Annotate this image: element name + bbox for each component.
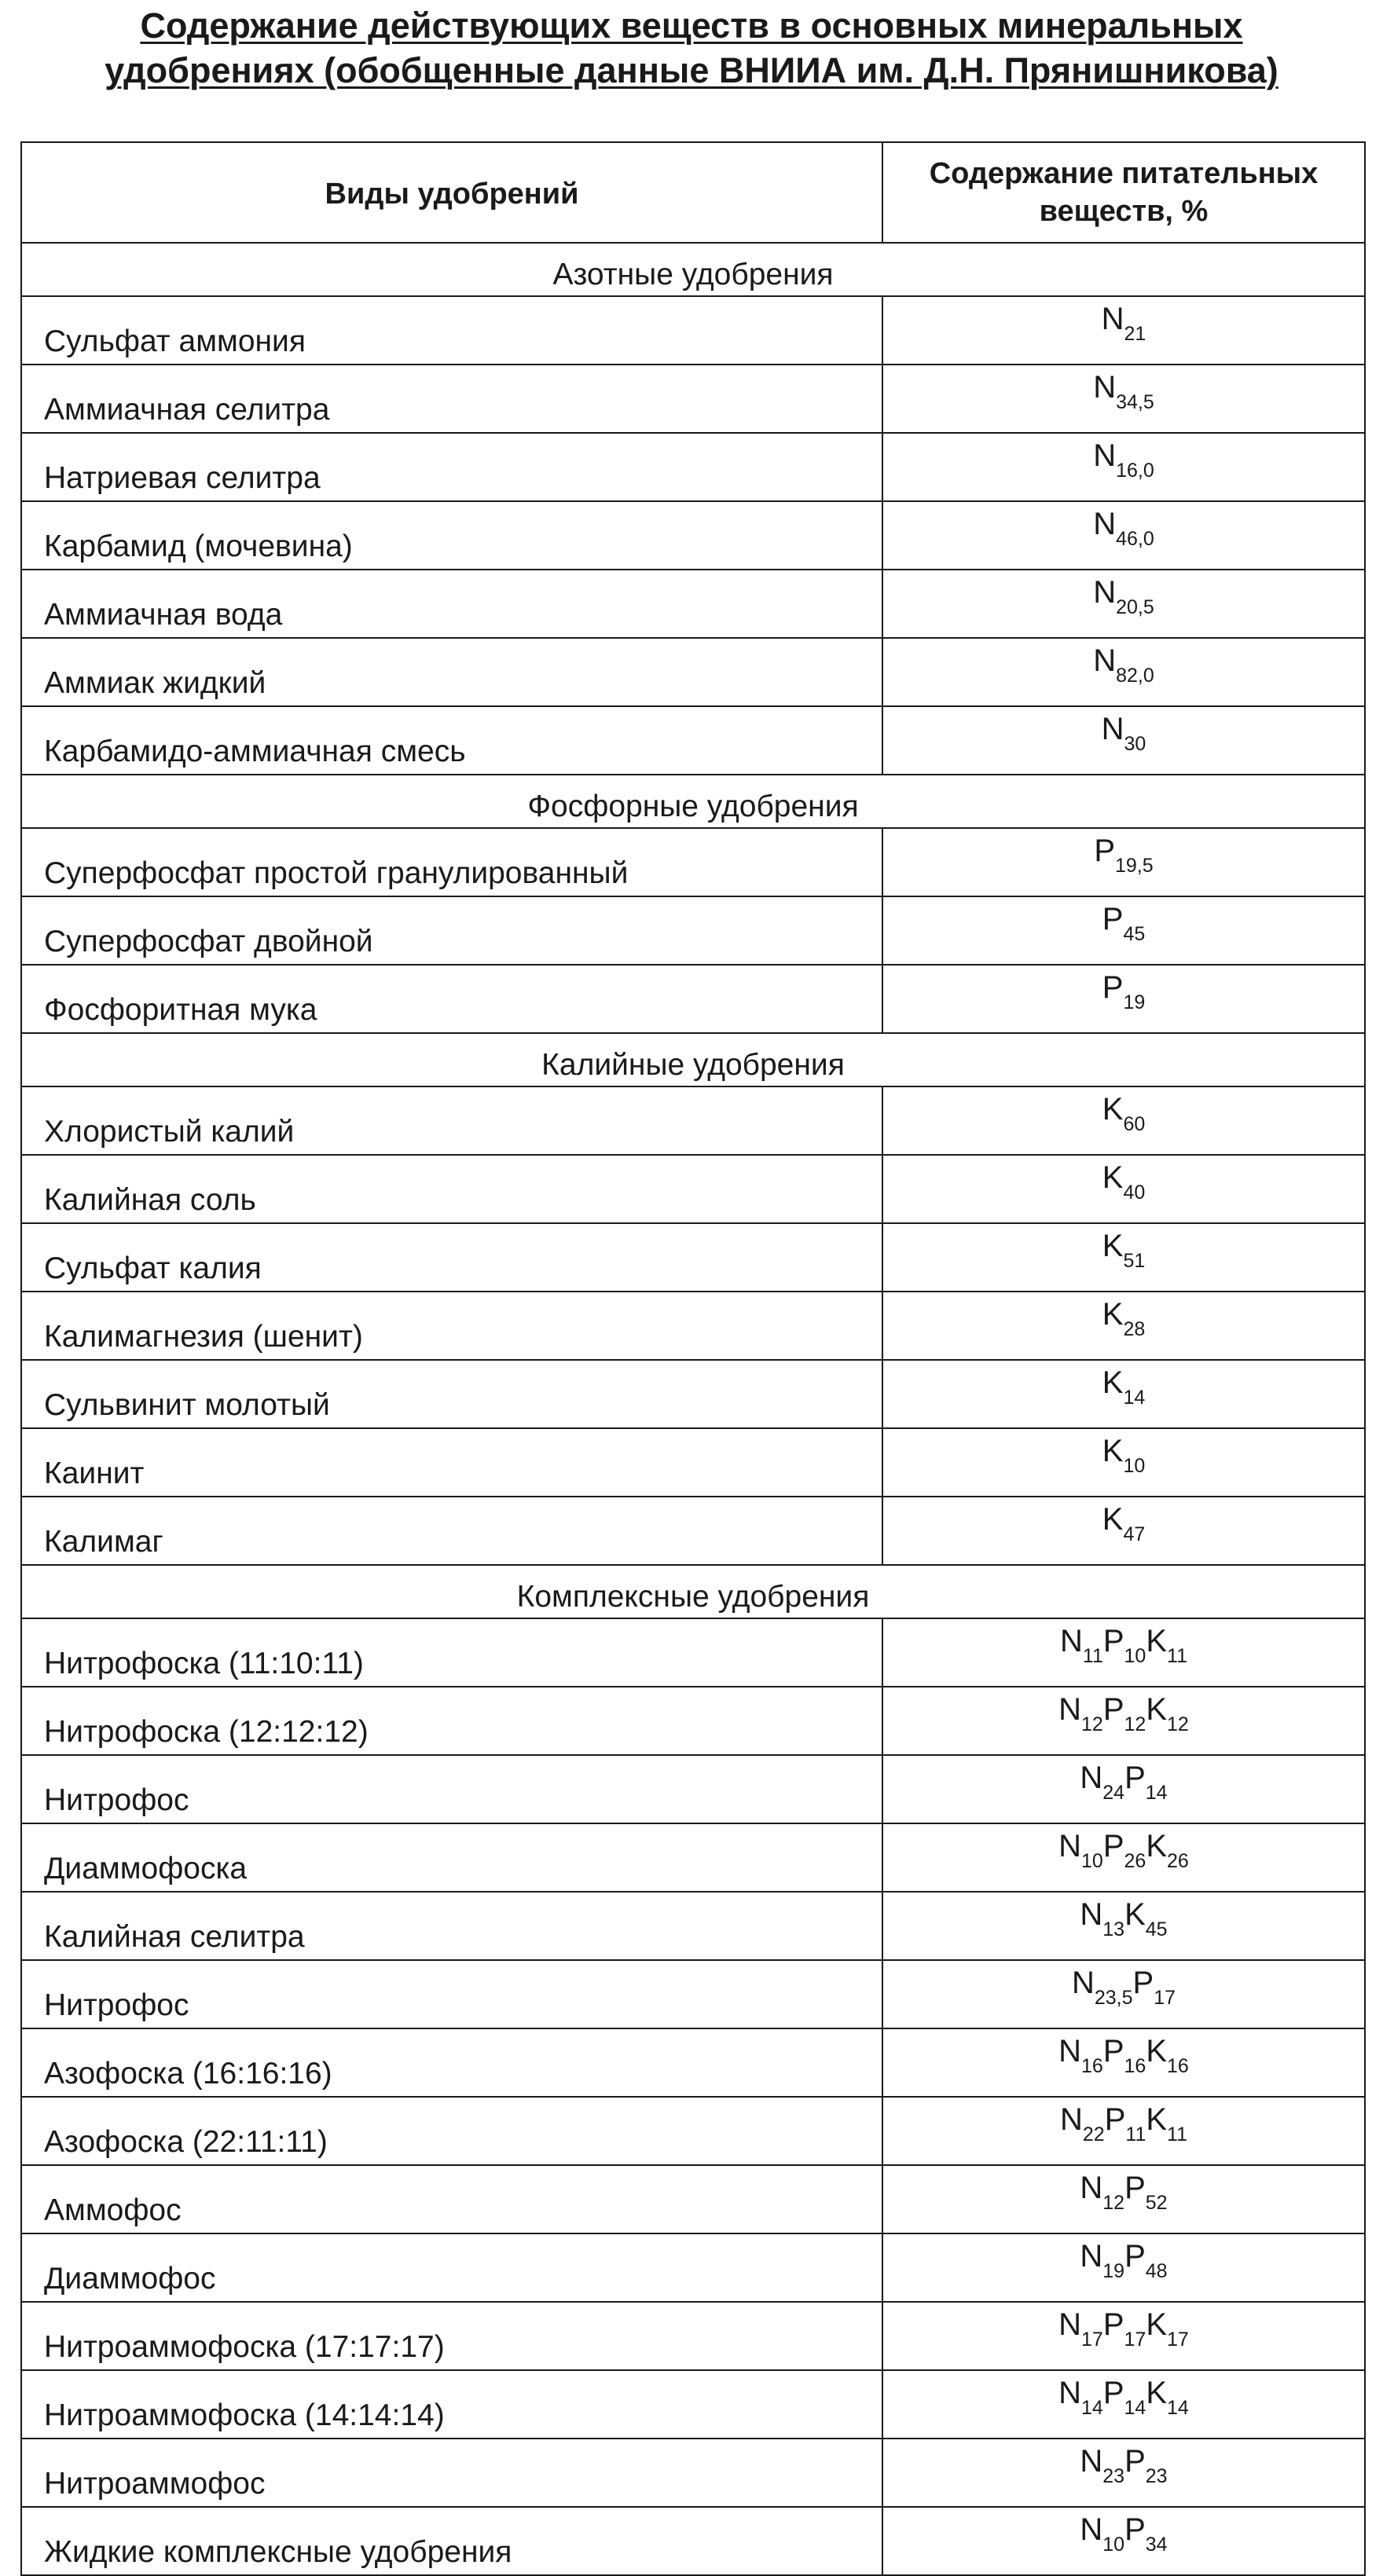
nutrient-element: P <box>1124 2512 1146 2547</box>
table-row <box>21 2302 1365 2370</box>
table-row <box>21 2439 1365 2507</box>
nutrient-percent: 17 <box>1167 2329 1189 2351</box>
nutrient-percent: 17 <box>1124 2329 1146 2351</box>
nutrient-percent: 23 <box>1145 2465 1168 2487</box>
nutrient-element: K <box>1146 1829 1168 1863</box>
nutrient-percent: 21 <box>1124 323 1146 345</box>
nutrient-content <box>882 1292 1365 1360</box>
section-title: Калийные удобрения <box>21 1033 1365 1086</box>
fertilizer-name: Калийная соль <box>21 1155 882 1223</box>
nutrient-element: K <box>1146 2376 1168 2410</box>
nutrient-percent: 26 <box>1124 1850 1146 1872</box>
nutrient-element: K <box>1102 1092 1124 1127</box>
nutrient-percent: 14 <box>1167 2397 1189 2419</box>
fertilizer-name: Аммиак жидкий <box>21 638 882 706</box>
fertilizer-name: Сульфат аммония <box>21 296 882 365</box>
nutrient-percent: 34,5 <box>1116 391 1154 413</box>
table-row <box>21 1618 1365 1687</box>
table-row <box>21 1497 1365 1565</box>
nutrient-element: N <box>1093 643 1117 678</box>
table-row <box>21 2028 1365 2097</box>
table-row <box>21 296 1365 365</box>
nutrient-content <box>882 2165 1365 2233</box>
nutrient-percent: 23,5 <box>1094 1987 1133 2009</box>
nutrient-percent: 13 <box>1102 1918 1125 1940</box>
nutrient-element: N <box>1101 302 1124 336</box>
fertilizer-name: Аммиачная селитра <box>21 365 882 433</box>
document-title-text: Содержание действующих веществ в основных минеральных удобрениях (обобщенные данные ВНИИА им. Д.Н. Прянишникова) <box>105 5 1278 90</box>
nutrient-element: K <box>1146 1624 1168 1658</box>
nutrient-element: N <box>1093 575 1117 610</box>
nutrient-content <box>882 1155 1365 1223</box>
table-row <box>21 1960 1365 2028</box>
nutrient-element: K <box>1102 1229 1124 1263</box>
nutrient-element: K <box>1102 1160 1124 1195</box>
fertilizer-name: Карбамидо-аммиачная смесь <box>21 706 882 775</box>
table-row <box>21 1360 1365 1428</box>
nutrient-percent: 12 <box>1124 1713 1146 1735</box>
nutrient-percent: 14 <box>1145 1782 1168 1804</box>
fertilizer-name: Суперфосфат простой гранулированный <box>21 828 882 896</box>
header-fertilizer-type: Виды удобрений <box>21 142 882 243</box>
nutrient-content <box>882 1086 1365 1155</box>
nutrient-element: P <box>1094 834 1115 868</box>
fertilizer-name: Нитрофоска (11:10:11) <box>21 1618 882 1687</box>
nutrient-percent: 48 <box>1145 2260 1168 2282</box>
table-row <box>21 896 1365 965</box>
fertilizer-name: Каинит <box>21 1428 882 1497</box>
nutrient-content <box>882 1755 1365 1823</box>
nutrient-percent: 40 <box>1123 1182 1146 1204</box>
nutrient-content <box>882 1687 1365 1755</box>
fertilizer-name: Нитрофос <box>21 1960 882 2028</box>
nutrient-content <box>882 1960 1365 2028</box>
nutrient-element: P <box>1102 1829 1124 1863</box>
fertilizer-name: Нитрофос <box>21 1755 882 1823</box>
nutrient-percent: 17 <box>1154 1987 1176 2009</box>
fertilizer-name: Нитроаммофоска (17:17:17) <box>21 2302 882 2370</box>
fertilizer-name: Жидкие комплексные удобрения <box>21 2507 882 2575</box>
nutrient-percent: 82,0 <box>1116 665 1154 687</box>
nutrient-percent: 52 <box>1145 2192 1168 2214</box>
nutrient-element: P <box>1102 902 1124 936</box>
nutrient-percent: 46,0 <box>1116 528 1154 550</box>
nutrient-element: N <box>1080 2171 1103 2205</box>
nutrient-element: P <box>1102 1692 1124 1727</box>
nutrient-percent: 22 <box>1082 2123 1105 2145</box>
fertilizer-name: Карбамид (мочевина) <box>21 501 882 570</box>
table-row <box>21 2233 1365 2302</box>
nutrient-content <box>882 2233 1365 2302</box>
table-row <box>21 1892 1365 1960</box>
nutrient-percent: 24 <box>1102 1782 1125 1804</box>
nutrient-element: N <box>1080 1897 1103 1932</box>
fertilizer-name: Фосфоритная мука <box>21 965 882 1033</box>
nutrient-content <box>882 896 1365 965</box>
nutrient-content <box>882 828 1365 896</box>
section-row <box>21 243 1365 296</box>
fertilizer-name: Азофоска (16:16:16) <box>21 2028 882 2097</box>
table-row <box>21 1823 1365 1892</box>
table-row <box>21 1428 1365 1497</box>
nutrient-element: N <box>1058 1829 1082 1863</box>
nutrient-percent: 28 <box>1123 1318 1146 1340</box>
nutrient-percent: 14 <box>1124 2397 1146 2419</box>
table-row <box>21 2507 1365 2575</box>
nutrient-content <box>882 1823 1365 1892</box>
nutrient-percent: 19 <box>1102 2260 1125 2282</box>
nutrient-content <box>882 2097 1365 2165</box>
nutrient-percent: 47 <box>1123 1523 1146 1545</box>
nutrient-element: P <box>1124 2171 1146 2205</box>
nutrient-content <box>882 965 1365 1033</box>
fertilizer-table <box>20 141 1366 2576</box>
nutrient-content <box>882 1892 1365 1960</box>
nutrient-content <box>882 570 1365 638</box>
nutrient-element: N <box>1093 370 1117 405</box>
nutrient-content <box>882 296 1365 365</box>
nutrient-percent: 30 <box>1124 733 1146 755</box>
nutrient-element: P <box>1132 1966 1154 2000</box>
nutrient-element: P <box>1102 2376 1124 2410</box>
nutrient-content <box>882 365 1365 433</box>
nutrient-element: K <box>1146 2034 1168 2068</box>
nutrient-content <box>882 706 1365 775</box>
nutrient-content <box>882 2028 1365 2097</box>
nutrient-content <box>882 2507 1365 2575</box>
table-row <box>21 2097 1365 2165</box>
nutrient-element: N <box>1080 2512 1103 2547</box>
nutrient-percent: 16 <box>1081 2055 1103 2077</box>
nutrient-percent: 12 <box>1081 1713 1103 1735</box>
nutrient-content <box>882 2302 1365 2370</box>
nutrient-percent: 12 <box>1167 1713 1189 1735</box>
nutrient-percent: 10 <box>1081 1850 1103 1872</box>
table-row <box>21 2165 1365 2233</box>
fertilizer-name: Хлористый калий <box>21 1086 882 1155</box>
nutrient-content <box>882 1428 1365 1497</box>
nutrient-percent: 14 <box>1123 1387 1146 1409</box>
document-title <box>47 3 1336 93</box>
nutrient-percent: 11 <box>1167 2123 1187 2145</box>
nutrient-percent: 19,5 <box>1115 855 1154 877</box>
nutrient-element: N <box>1058 2376 1082 2410</box>
table-row <box>21 1687 1365 1755</box>
nutrient-percent: 20,5 <box>1116 596 1154 618</box>
table-row <box>21 1155 1365 1223</box>
nutrient-percent: 60 <box>1123 1113 1146 1135</box>
nutrient-percent: 11 <box>1167 1645 1187 1667</box>
fertilizer-name: Калийная селитра <box>21 1892 882 1960</box>
nutrient-element: N <box>1058 2307 1082 2342</box>
table-row <box>21 1292 1365 1360</box>
nutrient-content <box>882 1360 1365 1428</box>
table-row <box>21 365 1365 433</box>
fertilizer-name: Аммофос <box>21 2165 882 2233</box>
nutrient-element: K <box>1102 1297 1124 1332</box>
nutrient-element: N <box>1080 1761 1103 1795</box>
nutrient-percent: 16 <box>1124 2055 1146 2077</box>
table-row <box>21 1755 1365 1823</box>
nutrient-element: N <box>1071 1966 1095 2000</box>
nutrient-percent: 16 <box>1167 2055 1189 2077</box>
nutrient-element: N <box>1101 712 1124 746</box>
header-nutrient-content: Содержание питательных веществ, % <box>882 142 1365 243</box>
nutrient-percent: 11 <box>1082 1645 1103 1667</box>
nutrient-element: P <box>1102 1624 1124 1658</box>
nutrient-percent: 17 <box>1081 2329 1103 2351</box>
nutrient-element: P <box>1102 970 1124 1005</box>
nutrient-content <box>882 433 1365 501</box>
table-row <box>21 638 1365 706</box>
nutrient-element: N <box>1093 438 1117 473</box>
nutrient-element: N <box>1058 2034 1082 2068</box>
nutrient-element: K <box>1102 1502 1124 1537</box>
nutrient-percent: 34 <box>1145 2534 1168 2556</box>
nutrient-element: P <box>1124 2444 1146 2479</box>
table-row <box>21 570 1365 638</box>
nutrient-element: P <box>1102 2034 1124 2068</box>
table-row <box>21 2370 1365 2439</box>
nutrient-percent: 14 <box>1081 2397 1103 2419</box>
nutrient-element: N <box>1093 507 1117 541</box>
table-row <box>21 965 1365 1033</box>
nutrient-percent: 45 <box>1123 923 1146 945</box>
nutrient-element: P <box>1102 2307 1124 2342</box>
table-header-row <box>21 142 1365 243</box>
nutrient-content <box>882 1223 1365 1292</box>
nutrient-element: K <box>1146 1692 1168 1727</box>
fertilizer-name: Нитрофоска (12:12:12) <box>21 1687 882 1755</box>
table-row <box>21 706 1365 775</box>
table-row <box>21 501 1365 570</box>
fertilizer-name: Аммиачная вода <box>21 570 882 638</box>
section-row <box>21 775 1365 828</box>
nutrient-percent: 12 <box>1102 2192 1125 2214</box>
section-row <box>21 1033 1365 1086</box>
fertilizer-name: Нитроаммофос <box>21 2439 882 2507</box>
nutrient-content <box>882 1497 1365 1565</box>
nutrient-percent: 10 <box>1123 1455 1146 1477</box>
nutrient-content <box>882 638 1365 706</box>
nutrient-element: K <box>1102 1434 1124 1468</box>
fertilizer-name: Калимагнезия (шенит) <box>21 1292 882 1360</box>
nutrient-element: K <box>1146 2102 1168 2137</box>
section-row <box>21 1565 1365 1618</box>
nutrient-element: P <box>1104 2102 1126 2137</box>
nutrient-element: N <box>1080 2239 1103 2274</box>
nutrient-element: K <box>1124 1897 1146 1932</box>
nutrient-element: N <box>1080 2444 1103 2479</box>
nutrient-percent: 10 <box>1124 1645 1146 1667</box>
fertilizer-name: Калимаг <box>21 1497 882 1565</box>
section-title: Комплексные удобрения <box>21 1565 1365 1618</box>
table-body <box>21 243 1365 2575</box>
fertilizer-name: Диаммофоска <box>21 1823 882 1892</box>
nutrient-element: N <box>1060 1624 1083 1658</box>
fertilizer-name: Нитроаммофоска (14:14:14) <box>21 2370 882 2439</box>
table-row <box>21 433 1365 501</box>
nutrient-content <box>882 501 1365 570</box>
fertilizer-name: Сульвинит молотый <box>21 1360 882 1428</box>
nutrient-percent: 19 <box>1123 991 1146 1013</box>
table-row <box>21 828 1365 896</box>
table-row <box>21 1086 1365 1155</box>
nutrient-percent: 45 <box>1145 1918 1168 1940</box>
nutrient-percent: 23 <box>1102 2465 1125 2487</box>
nutrient-percent: 51 <box>1123 1250 1146 1272</box>
nutrient-element: P <box>1124 2239 1146 2274</box>
nutrient-element: K <box>1146 2307 1168 2342</box>
nutrient-element: N <box>1058 1692 1082 1727</box>
nutrient-content <box>882 2370 1365 2439</box>
nutrient-content <box>882 1618 1365 1687</box>
nutrient-element: N <box>1060 2102 1083 2137</box>
nutrient-content <box>882 2439 1365 2507</box>
fertilizer-name: Азофоска (22:11:11) <box>21 2097 882 2165</box>
nutrient-percent: 10 <box>1102 2534 1125 2556</box>
nutrient-element: K <box>1102 1365 1124 1400</box>
section-title: Азотные удобрения <box>21 243 1365 296</box>
fertilizer-name: Сульфат калия <box>21 1223 882 1292</box>
section-title: Фосфорные удобрения <box>21 775 1365 828</box>
nutrient-percent: 11 <box>1125 2123 1146 2145</box>
table-row <box>21 1223 1365 1292</box>
fertilizer-name: Натриевая селитра <box>21 433 882 501</box>
fertilizer-name: Диаммофос <box>21 2233 882 2302</box>
nutrient-element: P <box>1124 1761 1146 1795</box>
nutrient-percent: 16,0 <box>1116 460 1154 482</box>
nutrient-percent: 26 <box>1167 1850 1189 1872</box>
fertilizer-name: Суперфосфат двойной <box>21 896 882 965</box>
